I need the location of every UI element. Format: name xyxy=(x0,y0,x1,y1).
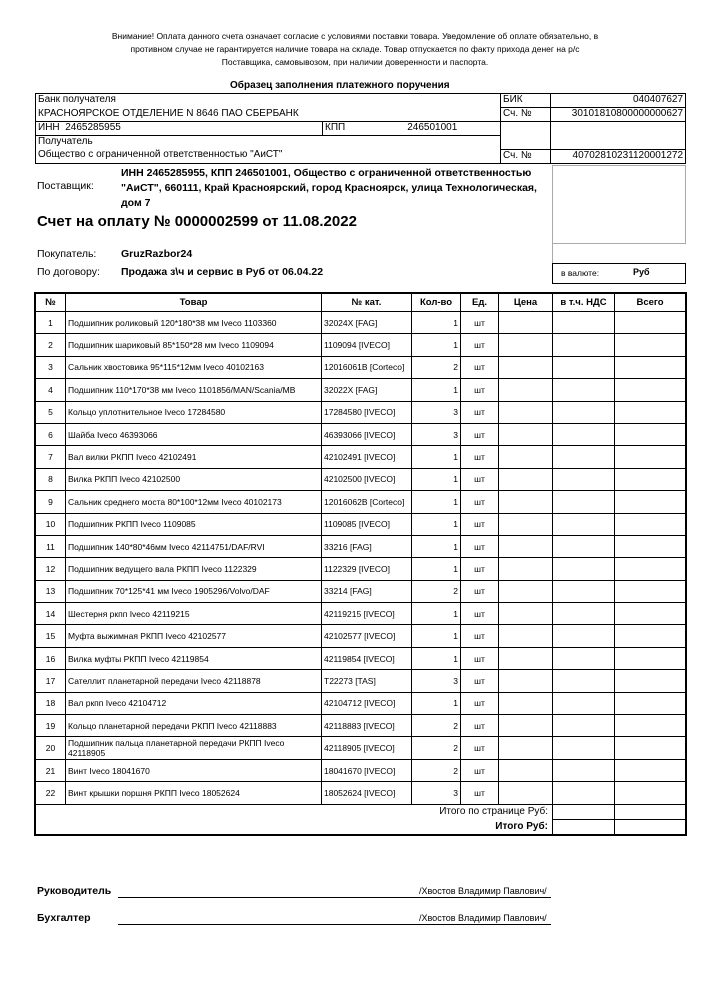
row-item-name: Подшипник 70*125*41 мм Iveco 1905296/Volvo/DAF xyxy=(66,580,322,602)
blank-cell xyxy=(551,136,686,150)
row-unit: шт xyxy=(461,759,499,781)
inn-label: ИНН xyxy=(38,122,60,133)
row-total xyxy=(615,446,686,468)
row-number: 1 xyxy=(36,312,66,334)
row-vat xyxy=(553,491,615,513)
row-unit: шт xyxy=(461,312,499,334)
row-quantity: 2 xyxy=(412,759,461,781)
row-total xyxy=(615,334,686,356)
row-quantity: 3 xyxy=(412,782,461,804)
row-item-name: Подшипник РКПП Iveco 1109085 xyxy=(66,513,322,535)
row-price xyxy=(499,580,553,602)
row-vat xyxy=(553,401,615,423)
row-number: 5 xyxy=(36,401,66,423)
row-unit: шт xyxy=(461,513,499,535)
row-number: 20 xyxy=(36,737,66,759)
col-header-unit: Ед. xyxy=(461,294,499,312)
table-row xyxy=(36,647,686,669)
row-price xyxy=(499,312,553,334)
accountant-label: Бухгалтер xyxy=(37,912,91,924)
row-number: 15 xyxy=(36,625,66,647)
row-unit: шт xyxy=(461,535,499,557)
table-row xyxy=(36,670,686,692)
row-item-name: Шестерня ркпп Iveco 42119215 xyxy=(66,603,322,625)
row-vat xyxy=(553,312,615,334)
col-header-number: № xyxy=(36,294,66,312)
row-quantity: 1 xyxy=(412,491,461,513)
col-header-total: Всего xyxy=(615,294,686,312)
row-vat xyxy=(553,379,615,401)
table-row xyxy=(36,312,686,334)
row-item-name: Вилка муфты РКПП Iveco 42119854 xyxy=(66,647,322,669)
accountant-signature-line xyxy=(118,924,551,925)
buyer-label: Покупатель: xyxy=(37,248,97,260)
blank-cell xyxy=(501,122,551,136)
row-price xyxy=(499,737,553,759)
row-price xyxy=(499,401,553,423)
row-unit: шт xyxy=(461,625,499,647)
row-vat xyxy=(553,715,615,737)
row-number: 11 xyxy=(36,535,66,557)
row-item-name: Вал вилки РКПП Iveco 42102491 xyxy=(66,446,322,468)
row-unit: шт xyxy=(461,715,499,737)
row-price xyxy=(499,692,553,714)
row-vat xyxy=(553,513,615,535)
recipient-label: Получатель xyxy=(36,136,501,150)
row-number: 14 xyxy=(36,603,66,625)
row-number: 12 xyxy=(36,558,66,580)
row-vat xyxy=(553,334,615,356)
grand-total-vat xyxy=(553,819,615,834)
row-vat xyxy=(553,737,615,759)
row-unit: шт xyxy=(461,491,499,513)
row-number: 6 xyxy=(36,423,66,445)
row-quantity: 1 xyxy=(412,312,461,334)
row-quantity: 2 xyxy=(412,356,461,378)
recipient-name: Общество с ограниченной ответственностью "АиСТ" xyxy=(36,149,501,163)
row-quantity: 1 xyxy=(412,468,461,490)
table-row xyxy=(36,513,686,535)
row-number: 8 xyxy=(36,468,66,490)
table-row xyxy=(36,491,686,513)
supplier-label: Поставщик: xyxy=(37,180,94,192)
table-row xyxy=(36,401,686,423)
col-header-vat: в т.ч. НДС xyxy=(553,294,615,312)
row-price xyxy=(499,535,553,557)
row-item-name: Муфта выжимная РКПП Iveco 42102577 xyxy=(66,625,322,647)
row-vat xyxy=(553,535,615,557)
row-item-name: Кольцо уплотнительное Iveco 17284580 xyxy=(66,401,322,423)
recipient-bank-label: Банк получателя xyxy=(36,94,501,108)
row-unit: шт xyxy=(461,558,499,580)
row-quantity: 1 xyxy=(412,692,461,714)
row-unit: шт xyxy=(461,379,499,401)
row-item-name: Подшипник 110*170*38 мм Iveco 1101856/MAN/Scania/MB xyxy=(66,379,322,401)
table-row xyxy=(36,356,686,378)
row-total xyxy=(615,692,686,714)
row-catalog-number: 42118905 [IVECO] xyxy=(322,737,412,759)
payment-sample-title: Образец заполнения платежного поручения xyxy=(230,80,450,91)
payment-notice: Внимание! Оплата данного счета означает согласие с условиями поставки товара. Уведомление об оплате обязательно, в противном случае не гарантируется наличие товара на складе. Товар отпускается по факту прихода денег на р/с Поставщика, самовывозом, при наличии доверенности и паспорта. xyxy=(111,31,599,67)
row-vat xyxy=(553,603,615,625)
row-total xyxy=(615,625,686,647)
row-quantity: 1 xyxy=(412,446,461,468)
row-vat xyxy=(553,468,615,490)
row-price xyxy=(499,759,553,781)
row-total xyxy=(615,558,686,580)
row-quantity: 1 xyxy=(412,513,461,535)
row-price xyxy=(499,558,553,580)
row-number: 9 xyxy=(36,491,66,513)
table-row xyxy=(36,468,686,490)
row-number: 21 xyxy=(36,759,66,781)
row-vat xyxy=(553,446,615,468)
row-quantity: 2 xyxy=(412,580,461,602)
row-total xyxy=(615,759,686,781)
row-price xyxy=(499,334,553,356)
row-quantity: 1 xyxy=(412,603,461,625)
row-catalog-number: 12016061B [Corteco] xyxy=(322,356,412,378)
row-vat xyxy=(553,423,615,445)
kpp-cell xyxy=(323,122,501,136)
row-vat xyxy=(553,356,615,378)
row-price xyxy=(499,379,553,401)
row-total xyxy=(615,782,686,804)
row-unit: шт xyxy=(461,334,499,356)
row-catalog-number: 33214 [FAG] xyxy=(322,580,412,602)
table-row xyxy=(36,379,686,401)
row-catalog-number: 17284580 [IVECO] xyxy=(322,401,412,423)
table-row xyxy=(36,535,686,557)
page-total-row xyxy=(36,804,686,819)
inn-value: 2465285955 xyxy=(65,122,121,133)
accountant-name: /Хвостов Владимир Павлович/ xyxy=(419,913,547,923)
row-item-name: Шайба Iveco 46393066 xyxy=(66,423,322,445)
corr-account-label: Сч. № xyxy=(501,108,551,122)
row-vat xyxy=(553,670,615,692)
col-header-quantity: Кол-во xyxy=(412,294,461,312)
row-number: 18 xyxy=(36,692,66,714)
row-price xyxy=(499,715,553,737)
row-catalog-number: 42119215 [IVECO] xyxy=(322,603,412,625)
row-price xyxy=(499,446,553,468)
page-total-sum xyxy=(615,804,686,819)
bik-label: БИК xyxy=(501,94,551,108)
row-quantity: 1 xyxy=(412,625,461,647)
contract-label: По договору: xyxy=(37,266,100,278)
row-item-name: Вилка РКПП Iveco 42102500 xyxy=(66,468,322,490)
row-catalog-number: 32024X [FAG] xyxy=(322,312,412,334)
currency-value: Руб xyxy=(633,267,650,277)
kpp-label: КПП xyxy=(325,122,346,133)
row-price xyxy=(499,356,553,378)
row-item-name: Подшипник шариковый 85*150*28 мм Iveco 1109094 xyxy=(66,334,322,356)
row-unit: шт xyxy=(461,580,499,602)
director-name: /Хвостов Владимир Павлович/ xyxy=(419,886,547,896)
account-value: 40702810231120001272 xyxy=(551,149,686,163)
table-row xyxy=(36,558,686,580)
row-item-name: Подшипник 140*80*46мм Iveco 42114751/DAF/RVI xyxy=(66,535,322,557)
row-number: 7 xyxy=(36,446,66,468)
row-item-name: Сателлит планетарной передачи Iveco 42118878 xyxy=(66,670,322,692)
row-quantity: 1 xyxy=(412,535,461,557)
row-unit: шт xyxy=(461,782,499,804)
row-catalog-number: 42102577 [IVECO] xyxy=(322,625,412,647)
row-number: 22 xyxy=(36,782,66,804)
row-price xyxy=(499,491,553,513)
row-catalog-number: 46393066 [IVECO] xyxy=(322,423,412,445)
table-row xyxy=(36,580,686,602)
bank-details-table xyxy=(35,93,686,164)
table-row xyxy=(36,603,686,625)
row-item-name: Подшипник роликовый 120*180*38 мм Iveco 1103360 xyxy=(66,312,322,334)
row-total xyxy=(615,401,686,423)
row-number: 2 xyxy=(36,334,66,356)
row-unit: шт xyxy=(461,647,499,669)
row-total xyxy=(615,737,686,759)
row-price xyxy=(499,423,553,445)
row-vat xyxy=(553,692,615,714)
row-number: 17 xyxy=(36,670,66,692)
account-label: Сч. № xyxy=(501,149,551,163)
row-price xyxy=(499,782,553,804)
row-total xyxy=(615,312,686,334)
row-number: 16 xyxy=(36,647,66,669)
director-signature-line xyxy=(118,897,551,898)
row-vat xyxy=(553,782,615,804)
col-header-catalog: № кат. xyxy=(322,294,412,312)
row-unit: шт xyxy=(461,468,499,490)
row-price xyxy=(499,468,553,490)
goods-table-body xyxy=(36,312,686,805)
row-total xyxy=(615,670,686,692)
row-price xyxy=(499,647,553,669)
row-unit: шт xyxy=(461,692,499,714)
currency-box xyxy=(552,263,686,284)
row-catalog-number: 32022X [FAG] xyxy=(322,379,412,401)
row-total xyxy=(615,423,686,445)
inn-cell xyxy=(36,122,323,136)
row-total xyxy=(615,535,686,557)
row-catalog-number: 42104712 [IVECO] xyxy=(322,692,412,714)
row-catalog-number: 42119854 [IVECO] xyxy=(322,647,412,669)
row-total xyxy=(615,715,686,737)
row-quantity: 1 xyxy=(412,334,461,356)
row-total xyxy=(615,580,686,602)
row-item-name: Сальник среднего моста 80*100*12мм Iveco 40102173 xyxy=(66,491,322,513)
row-catalog-number: T22273 [TAS] xyxy=(322,670,412,692)
row-vat xyxy=(553,580,615,602)
row-catalog-number: 18052624 [IVECO] xyxy=(322,782,412,804)
row-quantity: 2 xyxy=(412,737,461,759)
row-catalog-number: 18041670 [IVECO] xyxy=(322,759,412,781)
recipient-bank-name: КРАСНОЯРСКОЕ ОТДЕЛЕНИЕ N 8646 ПАО СБЕРБАНК xyxy=(36,108,501,122)
row-unit: шт xyxy=(461,423,499,445)
row-item-name: Винт Iveco 18041670 xyxy=(66,759,322,781)
row-number: 13 xyxy=(36,580,66,602)
supplier-details: ИНН 2465285955, КПП 246501001, Общество с ограниченной ответственностью "АиСТ", 660111, Край Красноярский, город Красноярск, улица Технологическая, дом 7 xyxy=(121,167,537,209)
row-quantity: 2 xyxy=(412,715,461,737)
row-quantity: 3 xyxy=(412,670,461,692)
row-catalog-number: 33216 [FAG] xyxy=(322,535,412,557)
row-catalog-number: 42118883 [IVECO] xyxy=(322,715,412,737)
row-vat xyxy=(553,625,615,647)
page-total-vat xyxy=(553,804,615,819)
kpp-value: 246501001 xyxy=(407,122,458,133)
table-header-row xyxy=(36,294,686,312)
invoice-title: Счет на оплату № 0000002599 от 11.08.2022 xyxy=(37,213,357,230)
row-number: 4 xyxy=(36,379,66,401)
row-price xyxy=(499,513,553,535)
row-total xyxy=(615,468,686,490)
table-row xyxy=(36,334,686,356)
buyer-value: GruzRazbor24 xyxy=(121,248,193,260)
blank-cell xyxy=(551,122,686,136)
row-unit: шт xyxy=(461,401,499,423)
row-item-name: Подшипник пальца планетарной передачи РКПП Iveco 42118905 xyxy=(66,737,322,759)
row-unit: шт xyxy=(461,356,499,378)
row-number: 3 xyxy=(36,356,66,378)
row-quantity: 3 xyxy=(412,423,461,445)
row-unit: шт xyxy=(461,737,499,759)
row-total xyxy=(615,513,686,535)
page-total-label: Итого по странице Руб: xyxy=(439,805,548,817)
row-price xyxy=(499,625,553,647)
table-row xyxy=(36,625,686,647)
row-catalog-number: 42102491 [IVECO] xyxy=(322,446,412,468)
goods-table xyxy=(35,293,686,835)
row-number: 10 xyxy=(36,513,66,535)
stamp-box xyxy=(552,165,686,244)
grand-total-sum xyxy=(615,819,686,834)
bik-value: 040407627 xyxy=(551,94,686,108)
table-row xyxy=(36,715,686,737)
row-item-name: Подшипник ведущего вала РКПП Iveco 1122329 xyxy=(66,558,322,580)
director-label: Руководитель xyxy=(37,885,112,897)
table-row xyxy=(36,446,686,468)
row-quantity: 1 xyxy=(412,379,461,401)
col-header-price: Цена xyxy=(499,294,553,312)
divider xyxy=(552,242,553,264)
row-total xyxy=(615,379,686,401)
row-catalog-number: 1109094 [IVECO] xyxy=(322,334,412,356)
row-vat xyxy=(553,558,615,580)
table-row xyxy=(36,782,686,804)
table-row xyxy=(36,423,686,445)
row-total xyxy=(615,603,686,625)
row-item-name: Вал ркпп Iveco 42104712 xyxy=(66,692,322,714)
blank-cell xyxy=(501,136,551,150)
row-unit: шт xyxy=(461,603,499,625)
row-price xyxy=(499,603,553,625)
row-catalog-number: 1122329 [IVECO] xyxy=(322,558,412,580)
row-quantity: 3 xyxy=(412,401,461,423)
row-vat xyxy=(553,647,615,669)
row-catalog-number: 1109085 [IVECO] xyxy=(322,513,412,535)
grand-total-row xyxy=(36,819,686,834)
row-unit: шт xyxy=(461,670,499,692)
row-vat xyxy=(553,759,615,781)
row-catalog-number: 12016062B [Corteco] xyxy=(322,491,412,513)
corr-account-value: 30101810800000000627 xyxy=(551,108,686,122)
table-row xyxy=(36,737,686,759)
currency-label: в валюте: xyxy=(561,268,600,278)
row-item-name: Кольцо планетарной передачи РКПП Iveco 42118883 xyxy=(66,715,322,737)
grand-total-label: Итого Руб: xyxy=(495,820,548,832)
row-item-name: Винт крышки поршня РКПП Iveco 18052624 xyxy=(66,782,322,804)
table-row xyxy=(36,759,686,781)
contract-value: Продажа з\ч и сервис в Руб от 06.04.22 xyxy=(121,266,324,278)
row-number: 19 xyxy=(36,715,66,737)
row-catalog-number: 42102500 [IVECO] xyxy=(322,468,412,490)
row-unit: шт xyxy=(461,446,499,468)
row-total xyxy=(615,491,686,513)
row-price xyxy=(499,670,553,692)
col-header-item: Товар xyxy=(66,294,322,312)
row-total xyxy=(615,647,686,669)
row-quantity: 1 xyxy=(412,647,461,669)
row-item-name: Сальник хвостовика 95*115*12мм Iveco 40102163 xyxy=(66,356,322,378)
table-row xyxy=(36,692,686,714)
row-quantity: 1 xyxy=(412,558,461,580)
row-total xyxy=(615,356,686,378)
